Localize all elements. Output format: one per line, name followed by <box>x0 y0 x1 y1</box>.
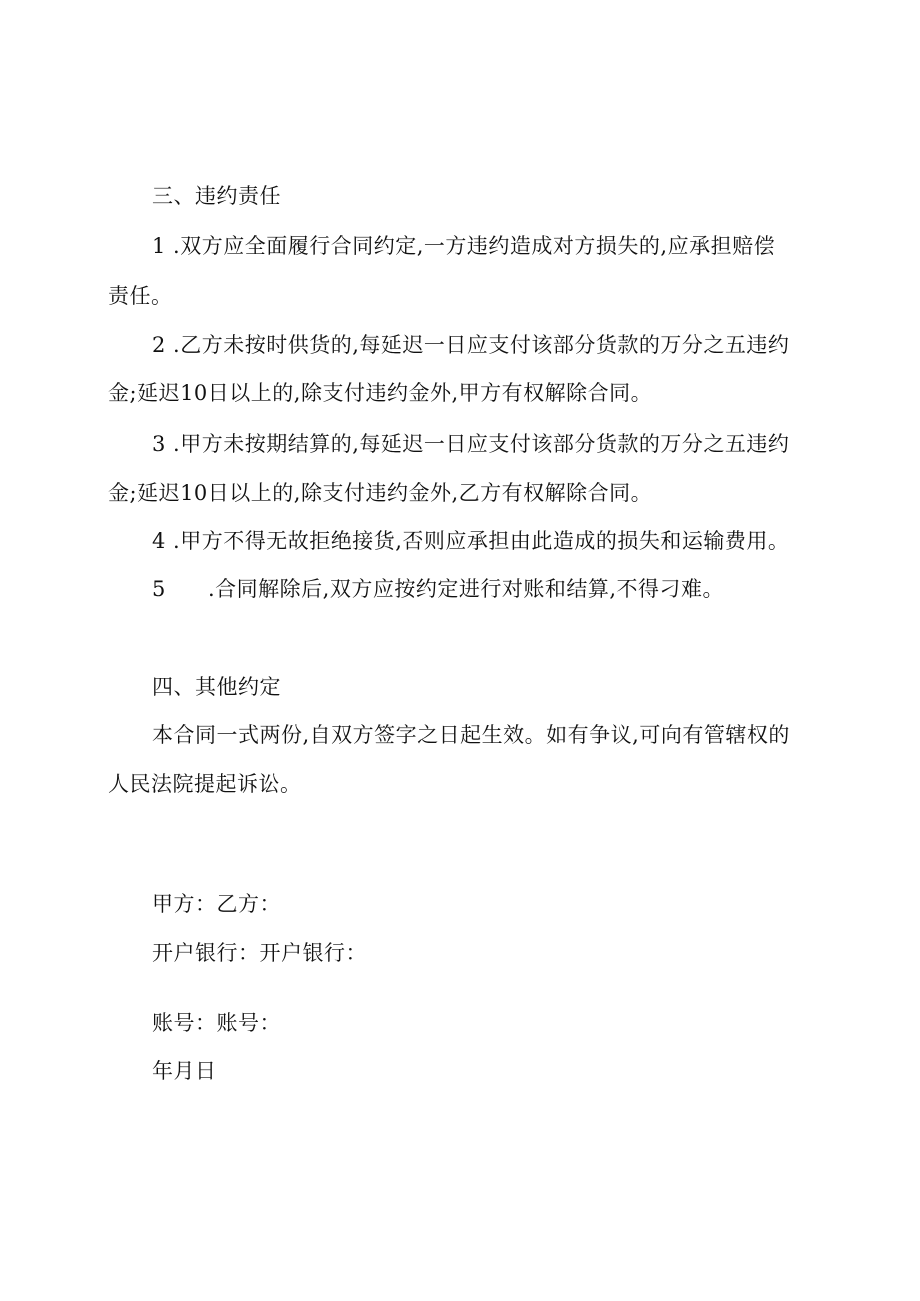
signature-bank: 开户银行：开户银行： <box>152 941 367 965</box>
section-4-heading: 四、其他约定 <box>152 675 281 699</box>
clause-5-number: 5 <box>152 577 166 601</box>
clause-5-text: .合同解除后,双方应按约定进行对账和结算,不得刁难。 <box>208 577 725 601</box>
section-4-line-1: 本合同一式两份,自双方签字之日起生效。如有争议,可向有管辖权的 <box>152 723 790 747</box>
clause-3-line-2: 金;延迟10日以上的,除支付违约金外,乙方有权解除合同。 <box>108 481 653 505</box>
clause-4-number: 4 <box>152 529 166 553</box>
signature-date: 年月日 <box>152 1059 217 1083</box>
clause-3-text: .甲方未按期结算的,每延迟一日应支付该部分货款的万分之五违约 <box>165 432 790 456</box>
clause-1-line-1 <box>152 232 775 260</box>
clause-2-text: .乙方未按时供货的,每延迟一日应支付该部分货款的万分之五违约 <box>165 333 790 357</box>
section-4-line-2: 人民法院提起诉讼。 <box>108 772 302 796</box>
clause-4-line-1 <box>152 527 789 555</box>
clause-2-number: 2 <box>152 333 166 357</box>
section-3-heading: 三、违约责任 <box>152 184 281 208</box>
clause-3-number: 3 <box>152 432 166 456</box>
clause-1-number: 1 <box>152 234 166 258</box>
clause-3-line-1 <box>152 430 789 458</box>
clause-2-line-1 <box>152 331 789 359</box>
clause-1-line-2: 责任。 <box>108 284 173 308</box>
clause-5-line-1 <box>152 575 724 603</box>
signature-parties: 甲方：乙方： <box>152 892 281 916</box>
clause-2-line-2: 金;延迟10日以上的,除支付违约金外,甲方有权解除合同。 <box>108 381 653 405</box>
clause-4-text: .甲方不得无故拒绝接货,否则应承担由此造成的损失和运输费用。 <box>165 529 790 553</box>
signature-account: 账号：账号： <box>152 1011 281 1035</box>
clause-1-text: .双方应全面履行合同约定,一方违约造成对方损失的,应承担赔偿 <box>165 234 776 258</box>
